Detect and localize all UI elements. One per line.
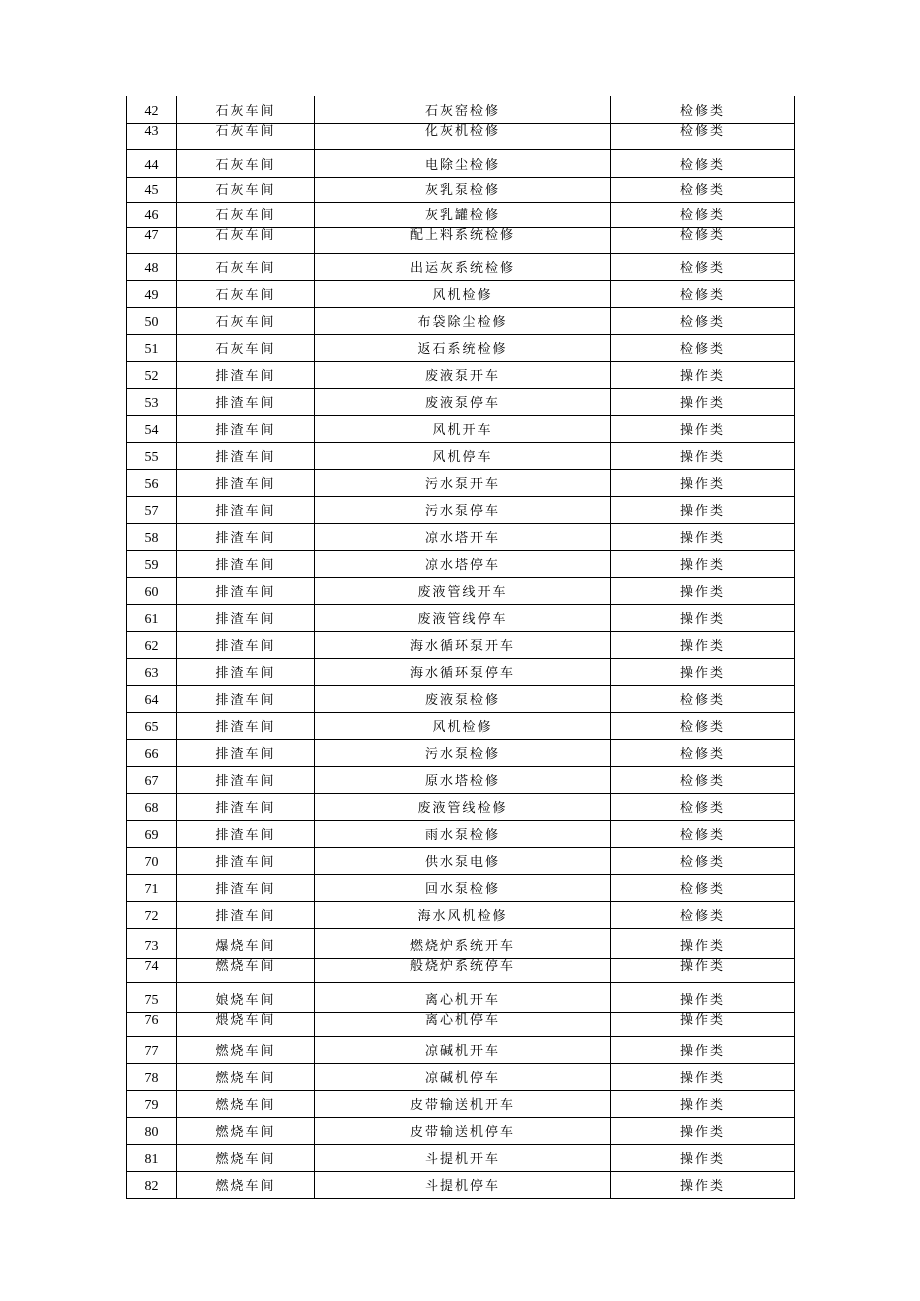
cell-department: 石灰车间 — [177, 123, 315, 149]
cell-number: 81 — [127, 1144, 177, 1171]
cell-category: 操作类 — [611, 658, 795, 685]
table-row — [127, 847, 795, 874]
cell-category: 操作类 — [611, 928, 795, 958]
cell-task: 风机停车 — [315, 442, 611, 469]
table-row — [127, 1144, 795, 1171]
cell-task: 风机开车 — [315, 415, 611, 442]
cell-task: 凉水塔开车 — [315, 523, 611, 550]
table-row — [127, 415, 795, 442]
cell-number: 62 — [127, 631, 177, 658]
cell-department: 排渣车间 — [177, 577, 315, 604]
cell-category: 操作类 — [611, 415, 795, 442]
cell-number: 76 — [127, 1012, 177, 1036]
cell-category: 检修类 — [611, 253, 795, 280]
table-row — [127, 227, 795, 253]
cell-number: 82 — [127, 1171, 177, 1198]
cell-category: 检修类 — [611, 149, 795, 177]
cell-task: 出运灰系统检修 — [315, 253, 611, 280]
table-row — [127, 874, 795, 901]
cell-category: 操作类 — [611, 631, 795, 658]
cell-task: 供水泵电修 — [315, 847, 611, 874]
cell-number: 50 — [127, 307, 177, 334]
cell-number: 60 — [127, 577, 177, 604]
cell-department: 排渣车间 — [177, 496, 315, 523]
cell-task: 废液泵开车 — [315, 361, 611, 388]
cell-task: 布袋除尘检修 — [315, 307, 611, 334]
cell-number: 46 — [127, 202, 177, 227]
cell-category: 检修类 — [611, 739, 795, 766]
table-row — [127, 280, 795, 307]
table-row — [127, 1012, 795, 1036]
cell-department: 娘烧车间 — [177, 982, 315, 1012]
table-row — [127, 123, 795, 149]
table-row — [127, 958, 795, 982]
cell-category: 操作类 — [611, 442, 795, 469]
cell-category: 操作类 — [611, 550, 795, 577]
cell-department: 排渣车间 — [177, 766, 315, 793]
cell-category: 检修类 — [611, 820, 795, 847]
cell-number: 47 — [127, 227, 177, 253]
cell-department: 石灰车间 — [177, 307, 315, 334]
cell-task: 石灰窑检修 — [315, 96, 611, 123]
table-row — [127, 631, 795, 658]
cell-department: 石灰车间 — [177, 253, 315, 280]
cell-number: 79 — [127, 1090, 177, 1117]
cell-task: 海水循环泵开车 — [315, 631, 611, 658]
cell-number: 56 — [127, 469, 177, 496]
cell-department: 排渣车间 — [177, 874, 315, 901]
table-row — [127, 1171, 795, 1198]
cell-number: 53 — [127, 388, 177, 415]
cell-category: 检修类 — [611, 793, 795, 820]
cell-number: 49 — [127, 280, 177, 307]
table-row — [127, 793, 795, 820]
table-row — [127, 1036, 795, 1063]
cell-number: 65 — [127, 712, 177, 739]
cell-department: 燃烧车间 — [177, 958, 315, 982]
cell-category: 操作类 — [611, 1012, 795, 1036]
table-row — [127, 334, 795, 361]
cell-department: 排渣车间 — [177, 550, 315, 577]
cell-number: 63 — [127, 658, 177, 685]
task-table — [126, 96, 795, 1199]
cell-department: 排渣车间 — [177, 685, 315, 712]
table-row — [127, 739, 795, 766]
cell-department: 石灰车间 — [177, 202, 315, 227]
cell-task: 凉碱机停车 — [315, 1063, 611, 1090]
cell-task: 废液泵停车 — [315, 388, 611, 415]
cell-department: 排渣车间 — [177, 739, 315, 766]
cell-department: 石灰车间 — [177, 280, 315, 307]
cell-number: 57 — [127, 496, 177, 523]
cell-department: 排渣车间 — [177, 793, 315, 820]
cell-number: 58 — [127, 523, 177, 550]
table-row — [127, 149, 795, 177]
cell-category: 操作类 — [611, 1171, 795, 1198]
cell-number: 71 — [127, 874, 177, 901]
cell-category: 操作类 — [611, 1036, 795, 1063]
table-row — [127, 388, 795, 415]
table-row — [127, 496, 795, 523]
cell-task: 原水塔检修 — [315, 766, 611, 793]
cell-number: 72 — [127, 901, 177, 928]
cell-department: 排渣车间 — [177, 361, 315, 388]
cell-category: 检修类 — [611, 202, 795, 227]
cell-number: 48 — [127, 253, 177, 280]
table-body — [127, 96, 795, 1198]
cell-task: 风机检修 — [315, 712, 611, 739]
table-row — [127, 577, 795, 604]
cell-category: 检修类 — [611, 712, 795, 739]
cell-number: 55 — [127, 442, 177, 469]
cell-task: 回水泵检修 — [315, 874, 611, 901]
table-row — [127, 177, 795, 202]
cell-category: 操作类 — [611, 1144, 795, 1171]
cell-task: 风机检修 — [315, 280, 611, 307]
table-row — [127, 658, 795, 685]
cell-department: 排渣车间 — [177, 847, 315, 874]
cell-number: 59 — [127, 550, 177, 577]
cell-task: 化灰机检修 — [315, 123, 611, 149]
cell-number: 67 — [127, 766, 177, 793]
cell-category: 操作类 — [611, 361, 795, 388]
cell-department: 燃烧车间 — [177, 1171, 315, 1198]
cell-category: 检修类 — [611, 847, 795, 874]
table-row — [127, 982, 795, 1012]
table-row — [127, 685, 795, 712]
cell-department: 排渣车间 — [177, 712, 315, 739]
cell-department: 排渣车间 — [177, 631, 315, 658]
cell-category: 检修类 — [611, 874, 795, 901]
cell-department: 燃烧车间 — [177, 1036, 315, 1063]
table-row — [127, 523, 795, 550]
table-row — [127, 1063, 795, 1090]
cell-department: 燃烧车间 — [177, 1090, 315, 1117]
cell-department: 燃烧车间 — [177, 1063, 315, 1090]
cell-category: 检修类 — [611, 901, 795, 928]
table-row — [127, 253, 795, 280]
cell-number: 44 — [127, 149, 177, 177]
cell-department: 排渣车间 — [177, 442, 315, 469]
cell-number: 80 — [127, 1117, 177, 1144]
cell-category: 检修类 — [611, 685, 795, 712]
cell-number: 77 — [127, 1036, 177, 1063]
cell-category: 检修类 — [611, 766, 795, 793]
cell-number: 51 — [127, 334, 177, 361]
cell-category: 操作类 — [611, 982, 795, 1012]
table-row — [127, 766, 795, 793]
cell-task: 斗提机停车 — [315, 1171, 611, 1198]
cell-task: 凉碱机开车 — [315, 1036, 611, 1063]
cell-department: 排渣车间 — [177, 469, 315, 496]
cell-task: 返石系统检修 — [315, 334, 611, 361]
cell-number: 54 — [127, 415, 177, 442]
cell-task: 污水泵开车 — [315, 469, 611, 496]
cell-task: 废液泵检修 — [315, 685, 611, 712]
cell-category: 操作类 — [611, 388, 795, 415]
cell-number: 66 — [127, 739, 177, 766]
cell-task: 废液管线停车 — [315, 604, 611, 631]
cell-task: 废液管线检修 — [315, 793, 611, 820]
table-row — [127, 712, 795, 739]
cell-department: 爆烧车间 — [177, 928, 315, 958]
cell-number: 73 — [127, 928, 177, 958]
cell-department: 排渣车间 — [177, 388, 315, 415]
cell-task: 配上料系统检修 — [315, 227, 611, 253]
cell-category: 操作类 — [611, 496, 795, 523]
cell-number: 61 — [127, 604, 177, 631]
cell-task: 电除尘检修 — [315, 149, 611, 177]
cell-number: 70 — [127, 847, 177, 874]
cell-department: 石灰车间 — [177, 334, 315, 361]
table-row — [127, 928, 795, 958]
cell-department: 燃烧车间 — [177, 1117, 315, 1144]
cell-category: 操作类 — [611, 604, 795, 631]
cell-category: 检修类 — [611, 177, 795, 202]
cell-task: 污水泵检修 — [315, 739, 611, 766]
cell-category: 操作类 — [611, 1063, 795, 1090]
cell-task: 凉水塔停车 — [315, 550, 611, 577]
cell-task: 斗提机开车 — [315, 1144, 611, 1171]
cell-department: 燃烧车间 — [177, 1144, 315, 1171]
cell-department: 石灰车间 — [177, 149, 315, 177]
cell-department: 排渣车间 — [177, 604, 315, 631]
cell-department: 排渣车间 — [177, 523, 315, 550]
table-row — [127, 361, 795, 388]
table-row — [127, 307, 795, 334]
cell-task: 燃烧炉系统开车 — [315, 928, 611, 958]
cell-number: 78 — [127, 1063, 177, 1090]
cell-task: 污水泵停车 — [315, 496, 611, 523]
cell-category: 检修类 — [611, 96, 795, 123]
cell-department: 排渣车间 — [177, 415, 315, 442]
cell-number: 42 — [127, 96, 177, 123]
table-row — [127, 901, 795, 928]
table-row — [127, 469, 795, 496]
cell-category: 操作类 — [611, 523, 795, 550]
cell-task: 海水循环泵停车 — [315, 658, 611, 685]
cell-number: 74 — [127, 958, 177, 982]
cell-number: 75 — [127, 982, 177, 1012]
cell-department: 排渣车间 — [177, 901, 315, 928]
cell-task: 皮带输送机停车 — [315, 1117, 611, 1144]
cell-task: 灰乳泵检修 — [315, 177, 611, 202]
cell-category: 操作类 — [611, 469, 795, 496]
cell-task: 皮带输送机开车 — [315, 1090, 611, 1117]
cell-category: 检修类 — [611, 307, 795, 334]
cell-number: 64 — [127, 685, 177, 712]
table-row — [127, 820, 795, 847]
table-row — [127, 96, 795, 123]
cell-number: 43 — [127, 123, 177, 149]
table-row — [127, 1090, 795, 1117]
cell-category: 检修类 — [611, 227, 795, 253]
cell-department: 石灰车间 — [177, 177, 315, 202]
cell-task: 灰乳罐检修 — [315, 202, 611, 227]
cell-category: 操作类 — [611, 1117, 795, 1144]
table-row — [127, 1117, 795, 1144]
cell-task: 离心机停车 — [315, 1012, 611, 1036]
cell-category: 操作类 — [611, 958, 795, 982]
cell-task: 离心机开车 — [315, 982, 611, 1012]
cell-number: 69 — [127, 820, 177, 847]
cell-task: 海水风机检修 — [315, 901, 611, 928]
cell-task: 废液管线开车 — [315, 577, 611, 604]
cell-number: 52 — [127, 361, 177, 388]
cell-department: 排渣车间 — [177, 820, 315, 847]
table-row — [127, 604, 795, 631]
cell-department: 石灰车间 — [177, 227, 315, 253]
cell-task: 雨水泵检修 — [315, 820, 611, 847]
table-row — [127, 202, 795, 227]
table-row — [127, 550, 795, 577]
cell-department: 煨烧车间 — [177, 1012, 315, 1036]
table-page — [126, 96, 794, 1199]
cell-number: 45 — [127, 177, 177, 202]
cell-department: 排渣车间 — [177, 658, 315, 685]
cell-category: 检修类 — [611, 334, 795, 361]
cell-category: 操作类 — [611, 1090, 795, 1117]
cell-category: 检修类 — [611, 280, 795, 307]
cell-task: 般烧炉系统停车 — [315, 958, 611, 982]
table-row — [127, 442, 795, 469]
cell-number: 68 — [127, 793, 177, 820]
cell-department: 石灰车间 — [177, 96, 315, 123]
cell-category: 检修类 — [611, 123, 795, 149]
cell-category: 操作类 — [611, 577, 795, 604]
